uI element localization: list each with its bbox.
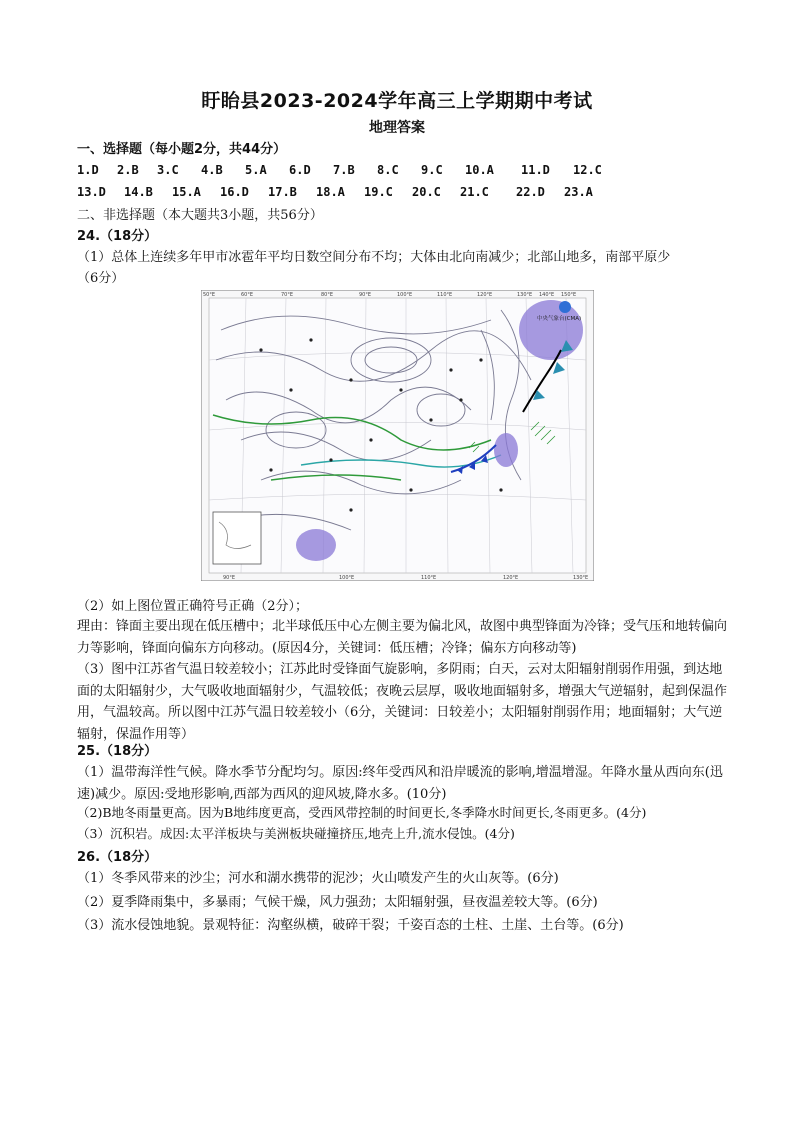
map-lon-label: 140°E bbox=[539, 292, 555, 298]
q26-part3-text: （3）流水侵蚀地貌。景观特征：沟壑纵横，破碎干裂；千姿百态的土柱、土崖、土台等。(6分) bbox=[77, 918, 624, 933]
page-subtitle: 地理答案 bbox=[369, 120, 425, 136]
answer-item: 19.C bbox=[364, 185, 393, 199]
map-lon-label: 120°E bbox=[503, 575, 519, 581]
q24-part1-score: （6分） bbox=[77, 271, 125, 286]
answer-item: 23.A bbox=[564, 185, 593, 199]
map-lon-label: 100°E bbox=[397, 292, 413, 298]
q24-part2-reason-text: 理由：锋面主要出现在低压槽中；北半球低压中心左侧主要为偏北风，故图中典型锋面为冷锋；受气压和地转偏向力等影响，锋面向偏东方向移动。(原因4分，关键词：低压槽；冷锋；偏东方向移动等) bbox=[77, 619, 728, 656]
answer-item: 17.B bbox=[268, 185, 297, 199]
cma-logo-text: 中央气象台(CMA) bbox=[537, 316, 582, 322]
answer-item: 5.A bbox=[245, 163, 267, 177]
map-lon-label: 120°E bbox=[477, 292, 493, 298]
answer-item: 18.A bbox=[316, 185, 345, 199]
answer-item: 22.D bbox=[516, 185, 545, 199]
answer-item: 20.C bbox=[412, 185, 441, 199]
q26-part2-text: （2）夏季降雨集中，多暴雨；气候干燥，风力强劲；太阳辐射强，昼夜温差较大等。(6分) bbox=[77, 895, 598, 910]
answer-item: 7.B bbox=[333, 163, 355, 177]
q25-part1 bbox=[77, 762, 727, 805]
q24-part1-text: （1）总体上连续多年甲市冰雹年平均日数空间分布不均；大体由北向南减少；北部山地多，南部平原少 bbox=[77, 250, 671, 265]
answer-item: 1.D bbox=[77, 163, 99, 177]
answer-item: 8.C bbox=[377, 163, 399, 177]
answers-row-1 bbox=[77, 163, 617, 177]
map-lon-label: 90°E bbox=[223, 575, 236, 581]
answer-item: 13.D bbox=[77, 185, 106, 199]
answer-item: 15.A bbox=[172, 185, 201, 199]
section2-heading: 二、非选择题（本大题共3小题，共56分） bbox=[77, 208, 323, 223]
map-lon-label: 110°E bbox=[421, 575, 437, 581]
q25-part1-text: （1）温带海洋性气候。降水季节分配均匀。原因:终年受西风和沿岸暖流的影响,增温增湿。年降水量从西向东(迅速)减少。原因:受地形影响,西部为西风的迎风坡,降水多。(10分) bbox=[77, 765, 723, 802]
answer-item: 21.C bbox=[460, 185, 489, 199]
map-lon-label: 130°E bbox=[573, 575, 589, 581]
answer-item: 2.B bbox=[117, 163, 139, 177]
map-lon-label: 130°E bbox=[517, 292, 533, 298]
q25-heading: 25.（18分） bbox=[77, 744, 158, 759]
answer-item: 3.C bbox=[157, 163, 179, 177]
map-lon-label: 70°E bbox=[281, 292, 294, 298]
map-lon-label: 50°E bbox=[203, 292, 216, 298]
map-lon-label: 60°E bbox=[241, 292, 254, 298]
answer-item: 14.B bbox=[124, 185, 153, 199]
inset-map bbox=[213, 512, 261, 564]
q25-part3-text: （3）沉积岩。成因:太平洋板块与美洲板块碰撞挤压,地壳上升,流水侵蚀。(4分) bbox=[77, 826, 515, 841]
q24-part3 bbox=[77, 659, 727, 745]
map-lon-label: 80°E bbox=[321, 292, 334, 298]
q26-part1-text: （1）冬季风带来的沙尘；河水和湖水携带的泥沙；火山喷发产生的火山灰等。(6分) bbox=[77, 871, 559, 886]
q25-part2-text: （2)B地冬雨量更高。因为B地纬度更高，受西风带控制的时间更长,冬季降水时间更长,冬雨更多。(4分) bbox=[77, 805, 647, 820]
answer-item: 12.C bbox=[573, 163, 602, 177]
q26-heading: 26.（18分） bbox=[77, 850, 158, 865]
q24-heading: 24.（18分） bbox=[77, 229, 158, 244]
q24-part2-text: （2）如上图位置正确符号正确（2分）； bbox=[77, 599, 309, 614]
q24-part3-text: （3）图中江苏省气温日较差较小；江苏此时受锋面气旋影响，多阴雨；白天，云对太阳辐射削弱作用强，到达地面的太阳辐射少，大气吸收地面辐射少，气温较低；夜晚云层厚，吸收地面辐射多，增强大气逆辐射，起到保温作用，气温较高。所以图中江苏气温日较差较小（6分，关键词：日较差小；太阳辐射削弱作用；地面辐射；大气逆辐射，保温作用等） bbox=[77, 662, 728, 742]
answer-item: 6.D bbox=[289, 163, 311, 177]
map-lon-label: 110°E bbox=[437, 292, 453, 298]
answer-item: 9.C bbox=[421, 163, 443, 177]
map-lon-label: 100°E bbox=[339, 575, 355, 581]
map-lon-label: 150°E bbox=[561, 292, 577, 298]
section1-heading: 一、选择题（每小题2分，共44分） bbox=[77, 142, 287, 157]
answer-item: 4.B bbox=[201, 163, 223, 177]
weather-map-figure bbox=[201, 290, 594, 581]
q24-part2-reason bbox=[77, 616, 727, 659]
answer-item: 11.D bbox=[521, 163, 550, 177]
page-title: 盱眙县2023-2024学年高三上学期期中考试 bbox=[201, 90, 593, 112]
answer-item: 10.A bbox=[465, 163, 494, 177]
map-lon-label: 90°E bbox=[359, 292, 372, 298]
answers-row-2 bbox=[77, 185, 604, 199]
answer-item: 16.D bbox=[220, 185, 249, 199]
cma-logo-icon bbox=[559, 301, 571, 313]
